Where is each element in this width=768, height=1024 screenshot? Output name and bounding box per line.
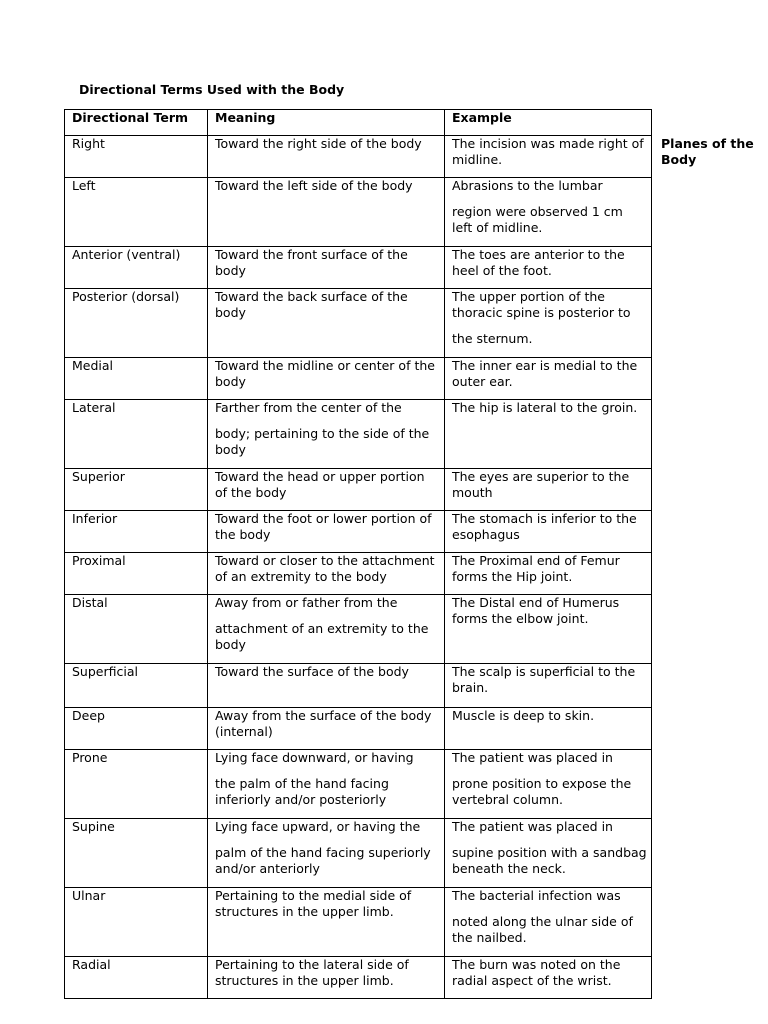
example-cell <box>445 664 652 708</box>
meaning-text: Toward the surface of the body <box>215 664 409 679</box>
meaning-text: Toward or closer to the attachment of an extremity to the body <box>215 553 435 584</box>
meaning-cell <box>208 400 445 469</box>
example-text: The inner ear is medial to the outer ear. <box>452 358 638 389</box>
table-row <box>65 511 652 553</box>
term-cell: Lateral <box>65 400 208 469</box>
term-cell: Inferior <box>65 511 208 553</box>
example-text: supine position with a sandbag beneath the neck. <box>452 845 647 876</box>
example-text: region were observed 1 cm left of midline. <box>452 204 623 235</box>
meaning-cell <box>208 358 445 400</box>
example-cell <box>445 553 652 595</box>
term-cell: Superior <box>65 469 208 511</box>
term-cell: Prone <box>65 750 208 819</box>
meaning-cell <box>208 819 445 888</box>
example-cell <box>445 400 652 469</box>
meaning-text: Toward the left side of the body <box>215 178 413 193</box>
table-row <box>65 957 652 999</box>
meaning-text: Toward the head or upper portion of the body <box>215 469 425 500</box>
example-text: The Distal end of Humerus forms the elbow joint. <box>452 595 620 626</box>
table-row <box>65 400 652 469</box>
example-text: The burn was noted on the radial aspect of the wrist. <box>452 957 621 988</box>
table-row <box>65 664 652 708</box>
meaning-text: Farther from the center of the <box>215 400 402 415</box>
example-text: The Proximal end of Femur forms the Hip joint. <box>452 553 620 584</box>
meaning-text: Toward the right side of the body <box>215 136 422 151</box>
example-cell <box>445 511 652 553</box>
example-text: prone position to expose the vertebral column. <box>452 776 632 807</box>
side-heading: Planes of the Body <box>661 136 754 167</box>
meaning-text: Away from or father from the <box>215 595 398 610</box>
column-header-example: Example <box>445 110 652 136</box>
term-cell: Radial <box>65 957 208 999</box>
example-cell <box>445 819 652 888</box>
column-header-term: Directional Term <box>65 110 208 136</box>
meaning-text: Toward the back surface of the body <box>215 289 408 320</box>
table-body <box>65 136 652 999</box>
meaning-cell <box>208 708 445 750</box>
example-text: The hip is lateral to the groin. <box>452 400 638 415</box>
document-title: Directional Terms Used with the Body <box>79 82 345 97</box>
term-cell: Posterior (dorsal) <box>65 289 208 358</box>
meaning-cell <box>208 888 445 957</box>
table-row <box>65 553 652 595</box>
example-cell <box>445 469 652 511</box>
table-row <box>65 289 652 358</box>
example-text: noted along the ulnar side of the nailbed. <box>452 914 633 945</box>
term-cell: Anterior (ventral) <box>65 247 208 289</box>
meaning-text: Toward the foot or lower portion of the body <box>215 511 432 542</box>
meaning-text: Pertaining to the lateral side of structures in the upper limb. <box>215 957 409 988</box>
meaning-cell <box>208 664 445 708</box>
meaning-text: attachment of an extremity to the body <box>215 621 429 652</box>
meaning-text: Lying face upward, or having the <box>215 819 421 834</box>
table-row <box>65 358 652 400</box>
table-row <box>65 750 652 819</box>
term-cell: Medial <box>65 358 208 400</box>
table-header-row <box>65 110 652 136</box>
table-row <box>65 888 652 957</box>
example-text: The patient was placed in <box>452 819 613 834</box>
meaning-text: Pertaining to the medial side of structures in the upper limb. <box>215 888 412 919</box>
table-row <box>65 178 652 247</box>
example-text: The incision was made right of midline. <box>452 136 644 167</box>
meaning-text: Toward the midline or center of the body <box>215 358 435 389</box>
term-cell: Proximal <box>65 553 208 595</box>
term-cell: Left <box>65 178 208 247</box>
meaning-cell <box>208 289 445 358</box>
meaning-text: Away from the surface of the body (internal) <box>215 708 432 739</box>
meaning-cell <box>208 957 445 999</box>
term-cell: Superficial <box>65 664 208 708</box>
meaning-cell <box>208 136 445 178</box>
example-text: The patient was placed in <box>452 750 613 765</box>
example-cell <box>445 957 652 999</box>
table-row <box>65 247 652 289</box>
example-text: The toes are anterior to the heel of the foot. <box>452 247 625 278</box>
meaning-cell <box>208 595 445 664</box>
example-cell <box>445 247 652 289</box>
meaning-text: the palm of the hand facing inferiorly and/or posteriorly <box>215 776 389 807</box>
example-cell <box>445 136 652 178</box>
example-cell <box>445 708 652 750</box>
example-text: Muscle is deep to skin. <box>452 708 595 723</box>
term-cell: Distal <box>65 595 208 664</box>
example-cell <box>445 888 652 957</box>
column-header-meaning: Meaning <box>208 110 445 136</box>
meaning-text: Toward the front surface of the body <box>215 247 408 278</box>
example-text: the sternum. <box>452 331 533 346</box>
example-text: The eyes are superior to the mouth <box>452 469 630 500</box>
example-cell <box>445 178 652 247</box>
table-row <box>65 595 652 664</box>
directional-terms-table <box>64 109 652 999</box>
example-text: The stomach is inferior to the esophagus <box>452 511 637 542</box>
example-cell <box>445 358 652 400</box>
meaning-cell <box>208 247 445 289</box>
example-cell <box>445 595 652 664</box>
meaning-cell <box>208 553 445 595</box>
meaning-cell <box>208 178 445 247</box>
term-cell: Supine <box>65 819 208 888</box>
meaning-cell <box>208 469 445 511</box>
term-cell: Ulnar <box>65 888 208 957</box>
example-text: Abrasions to the lumbar <box>452 178 603 193</box>
term-cell: Right <box>65 136 208 178</box>
meaning-cell <box>208 750 445 819</box>
example-cell <box>445 289 652 358</box>
meaning-text: palm of the hand facing superiorly and/or anteriorly <box>215 845 431 876</box>
example-cell <box>445 750 652 819</box>
meaning-cell <box>208 511 445 553</box>
table-row <box>65 819 652 888</box>
meaning-text: Lying face downward, or having <box>215 750 414 765</box>
meaning-text: body; pertaining to the side of the body <box>215 426 430 457</box>
term-cell: Deep <box>65 708 208 750</box>
table-row <box>65 136 652 178</box>
example-text: The scalp is superficial to the brain. <box>452 664 636 695</box>
table-row <box>65 469 652 511</box>
table-row <box>65 708 652 750</box>
example-text: The bacterial infection was <box>452 888 621 903</box>
example-text: The upper portion of the thoracic spine is posterior to <box>452 289 631 320</box>
